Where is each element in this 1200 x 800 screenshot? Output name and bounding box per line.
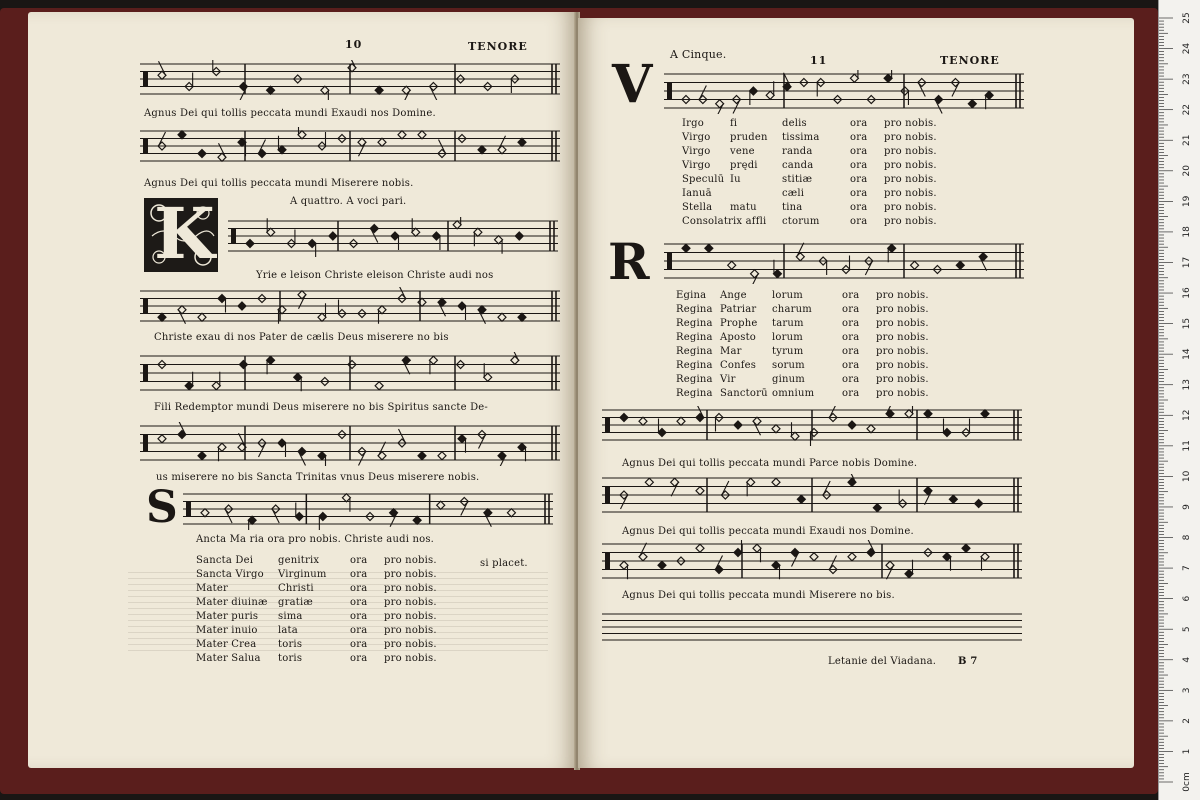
litany-cell: Regina [676, 388, 713, 399]
litany-cell: ctorum [782, 216, 820, 227]
litany-cell: Sanctorū [720, 388, 768, 399]
ruler-label: 21 [1182, 134, 1192, 146]
litany-cell: pro nobis. [384, 611, 437, 622]
litany-cell: Virgo [682, 132, 711, 143]
litany-cell: lorum [772, 290, 803, 301]
ruler-label: 24 [1182, 42, 1192, 55]
litany-cell: Mater inuio [196, 625, 258, 636]
ruler-label: 3 [1182, 687, 1192, 694]
litany-cell: prędi [730, 160, 758, 171]
litany-cell: pro nobis. [884, 118, 937, 129]
litany-cell: ora [850, 216, 868, 227]
litany-cell: Mater Crea [196, 639, 257, 650]
litany-cell: ora [350, 597, 368, 608]
litany-cell: ora [842, 374, 860, 385]
litany-cell: ora [350, 569, 368, 580]
litany-cell: Irgo [682, 118, 704, 129]
litany-cell: ora [842, 332, 860, 343]
litany-cell: Ianuā [682, 188, 712, 199]
music-staff [140, 60, 560, 100]
litany-cell: ora [850, 132, 868, 143]
ruler-label: 25 [1182, 12, 1192, 24]
ruler-label: 13 [1182, 378, 1192, 391]
litany-cell: Mater diuinæ [196, 597, 268, 608]
litany-cell: pro nobis. [876, 304, 929, 315]
litany-cell: gratiæ [278, 597, 313, 608]
ruler-label: 4 [1182, 656, 1192, 663]
lyric-line: Agnus Dei qui tollis peccata mundi Miserere no bis. [622, 590, 895, 601]
litany-cell: Mar [720, 346, 742, 357]
ruler-label: 7 [1182, 565, 1192, 571]
litany-cell: Sancta Virgo [196, 569, 264, 580]
litany-cell: Prophe [720, 318, 758, 329]
litany-cell: Regina [676, 332, 713, 343]
litany-cell: pro nobis. [884, 146, 937, 157]
music-staff [183, 490, 553, 530]
left-running-head: TENORE [468, 40, 528, 53]
litany-cell: Regina [676, 374, 713, 385]
litany-cell: Patriar [720, 304, 757, 315]
litany-cell: Aposto [720, 332, 757, 343]
ruler-label: 5 [1182, 626, 1192, 633]
empty-staff [602, 610, 1022, 646]
litany-cell: ora [850, 160, 868, 171]
litany-cell: pro nobis. [884, 202, 937, 213]
litany-cell: pro nobis. [876, 318, 929, 329]
ruler-label: 22 [1182, 103, 1192, 116]
ruler-label: 10 [1182, 470, 1192, 483]
litany-cell: Regina [676, 360, 713, 371]
lyric-line: Fili Redemptor mundi Deus miserere no bis Spiritus sancte De- [154, 402, 489, 413]
ruler-label: 14 [1182, 348, 1192, 360]
litany-cell: pro nobis. [384, 625, 437, 636]
ruler-label: 8 [1182, 534, 1192, 541]
litany-cell: Mater puris [196, 611, 259, 622]
ruler-label: 19 [1182, 195, 1192, 208]
ruler-label: 15 [1182, 317, 1192, 330]
litany-cell: ora [850, 118, 868, 129]
si-placet-note: si placet. [480, 558, 528, 569]
initial-letter: S [146, 482, 178, 533]
litany-cell: ora [842, 290, 860, 301]
left-page [28, 12, 576, 768]
music-staff [140, 127, 560, 167]
litany-cell: Sancta Dei [196, 555, 254, 566]
ruler-label: 18 [1182, 226, 1192, 238]
right-page-number: 11 [810, 54, 828, 67]
litany-cell: pro nobis. [876, 360, 929, 371]
ruler-label: 17 [1182, 256, 1192, 269]
litany-cell: matu [730, 202, 757, 213]
music-staff [602, 540, 1022, 584]
measurement-ruler [1158, 0, 1200, 800]
litany-cell: sima [278, 611, 303, 622]
ruler-ticks [1159, 0, 1200, 800]
signature-mark: B 7 [958, 656, 978, 667]
lyric-line: Agnus Dei qui tollis peccata mundi Exaudi nos Domine. [144, 108, 436, 119]
decorated-initial-k [144, 192, 218, 275]
litany-cell: pro nobis. [384, 583, 437, 594]
ruler-label: 9 [1182, 504, 1192, 510]
litany-cell: ora [350, 625, 368, 636]
litany-cell: stitiæ [782, 174, 813, 185]
ruler-label: 2 [1182, 718, 1192, 724]
litany-cell: pro nobis. [384, 597, 437, 608]
initial-letter: R [608, 232, 650, 291]
litany-cell: pro nobis. [876, 374, 929, 385]
litany-cell: Speculū [682, 174, 725, 185]
litany-cell: ora [850, 174, 868, 185]
litany-cell: randa [782, 146, 813, 157]
lyric-line: Ancta Ma ria ora pro nobis. Christe audi nos. [196, 534, 435, 545]
litany-cell: tissima [782, 132, 820, 143]
section-heading: A quattro. A voci pari. [290, 196, 407, 207]
lyric-line: Yrie e leison Christe eleison Christe audi nos [256, 270, 494, 281]
litany-cell: pro nobis. [884, 216, 937, 227]
lyric-line: us miserere no bis Sancta Trinitas vnus Deus miserere nobis. [156, 472, 480, 483]
litany-cell: Egina [676, 290, 707, 301]
litany-cell: cæli [782, 188, 805, 199]
litany-cell: omnium [772, 388, 815, 399]
litany-cell: fi [730, 118, 738, 129]
litany-cell: ora [842, 318, 860, 329]
footer-title: Letanie del Viadana. [828, 656, 937, 667]
litany-cell: tina [782, 202, 803, 213]
litany-cell: lorum [772, 332, 803, 343]
litany-cell: pro nobis. [876, 388, 929, 399]
music-staff [664, 70, 1024, 114]
litany-cell: pro nobis. [884, 160, 937, 171]
ruler-label: 16 [1182, 287, 1192, 299]
ruler-label: 11 [1182, 440, 1192, 452]
initial-letter: K [154, 192, 215, 275]
litany-cell: toris [278, 653, 303, 664]
litany-cell: ora [350, 639, 368, 650]
litany-cell: charum [772, 304, 812, 315]
litany-cell: toris [278, 639, 303, 650]
ruler-label: 20 [1182, 165, 1192, 177]
lyric-line: Agnus Dei qui tollis peccata mundi Exaudi nos Domine. [622, 526, 914, 537]
initial-letter: V [612, 54, 653, 115]
litany-cell: ora [850, 146, 868, 157]
litany-cell: ora [842, 346, 860, 357]
litany-cell: sorum [772, 360, 805, 371]
ruler-label: 0cm [1182, 772, 1192, 792]
ruler-label: 1 [1182, 748, 1192, 755]
litany-cell: Regina [676, 346, 713, 357]
litany-cell: pruden [730, 132, 768, 143]
litany-cell: Regina [676, 304, 713, 315]
litany-cell: Consolatrix affli [682, 216, 767, 227]
section-heading: A Cinque. [670, 48, 727, 61]
music-staff [140, 422, 560, 466]
litany-cell: tyrum [772, 346, 804, 357]
litany-cell: Iu [730, 174, 741, 185]
lyric-line: Agnus Dei qui tollis peccata mundi Parce nobis Domine. [622, 458, 918, 469]
litany-cell: Christi [278, 583, 314, 594]
litany-cell: canda [782, 160, 814, 171]
litany-cell: Mater Salua [196, 653, 261, 664]
music-staff [664, 240, 1024, 284]
litany-cell: lata [278, 625, 298, 636]
lyric-line: Christe exau di nos Pater de cælis Deus miserere no bis [154, 332, 449, 343]
litany-cell: pro nobis. [884, 188, 937, 199]
litany-cell: ora [842, 388, 860, 399]
music-staff [602, 406, 1022, 446]
litany-cell: ora [842, 360, 860, 371]
right-running-head: TENORE [940, 54, 1000, 67]
litany-cell: ora [350, 653, 368, 664]
litany-cell: vene [730, 146, 755, 157]
ruler-label: 6 [1182, 595, 1192, 602]
music-staff [140, 352, 560, 396]
litany-cell: ora [850, 188, 868, 199]
litany-cell: pro nobis. [384, 555, 437, 566]
litany-cell: pro nobis. [876, 332, 929, 343]
bleed-through [128, 572, 548, 652]
litany-cell: Vir [720, 374, 736, 385]
litany-cell: delis [782, 118, 807, 129]
litany-cell: pro nobis. [876, 290, 929, 301]
litany-cell: ora [850, 202, 868, 213]
litany-cell: Mater [196, 583, 228, 594]
litany-cell: pro nobis. [384, 569, 437, 580]
litany-cell: Virgo [682, 146, 711, 157]
left-page-number: 10 [345, 38, 363, 51]
litany-cell: Regina [676, 318, 713, 329]
litany-cell: tarum [772, 318, 804, 329]
music-staff [140, 287, 560, 327]
music-staff [228, 217, 558, 257]
litany-cell: ora [350, 583, 368, 594]
litany-cell: Virginum [278, 569, 327, 580]
litany-cell: Virgo [682, 160, 711, 171]
litany-cell: ora [350, 611, 368, 622]
litany-cell: pro nobis. [884, 174, 937, 185]
right-page [578, 18, 1134, 768]
litany-cell: ora [842, 304, 860, 315]
ruler-label: 12 [1182, 409, 1192, 422]
litany-cell: Stella [682, 202, 713, 213]
lyric-line: Agnus Dei qui tollis peccata mundi Miserere nobis. [144, 178, 414, 189]
litany-cell: ginum [772, 374, 805, 385]
litany-cell: Confes [720, 360, 757, 371]
litany-cell: pro nobis. [876, 346, 929, 357]
litany-cell: Ange [720, 290, 747, 301]
litany-cell: pro nobis. [384, 653, 437, 664]
ruler-label: 23 [1182, 73, 1192, 85]
litany-cell: pro nobis. [884, 132, 937, 143]
litany-cell: genitrix [278, 555, 320, 566]
litany-cell: ora [350, 555, 368, 566]
music-staff [602, 474, 1022, 518]
litany-cell: pro nobis. [384, 639, 437, 650]
